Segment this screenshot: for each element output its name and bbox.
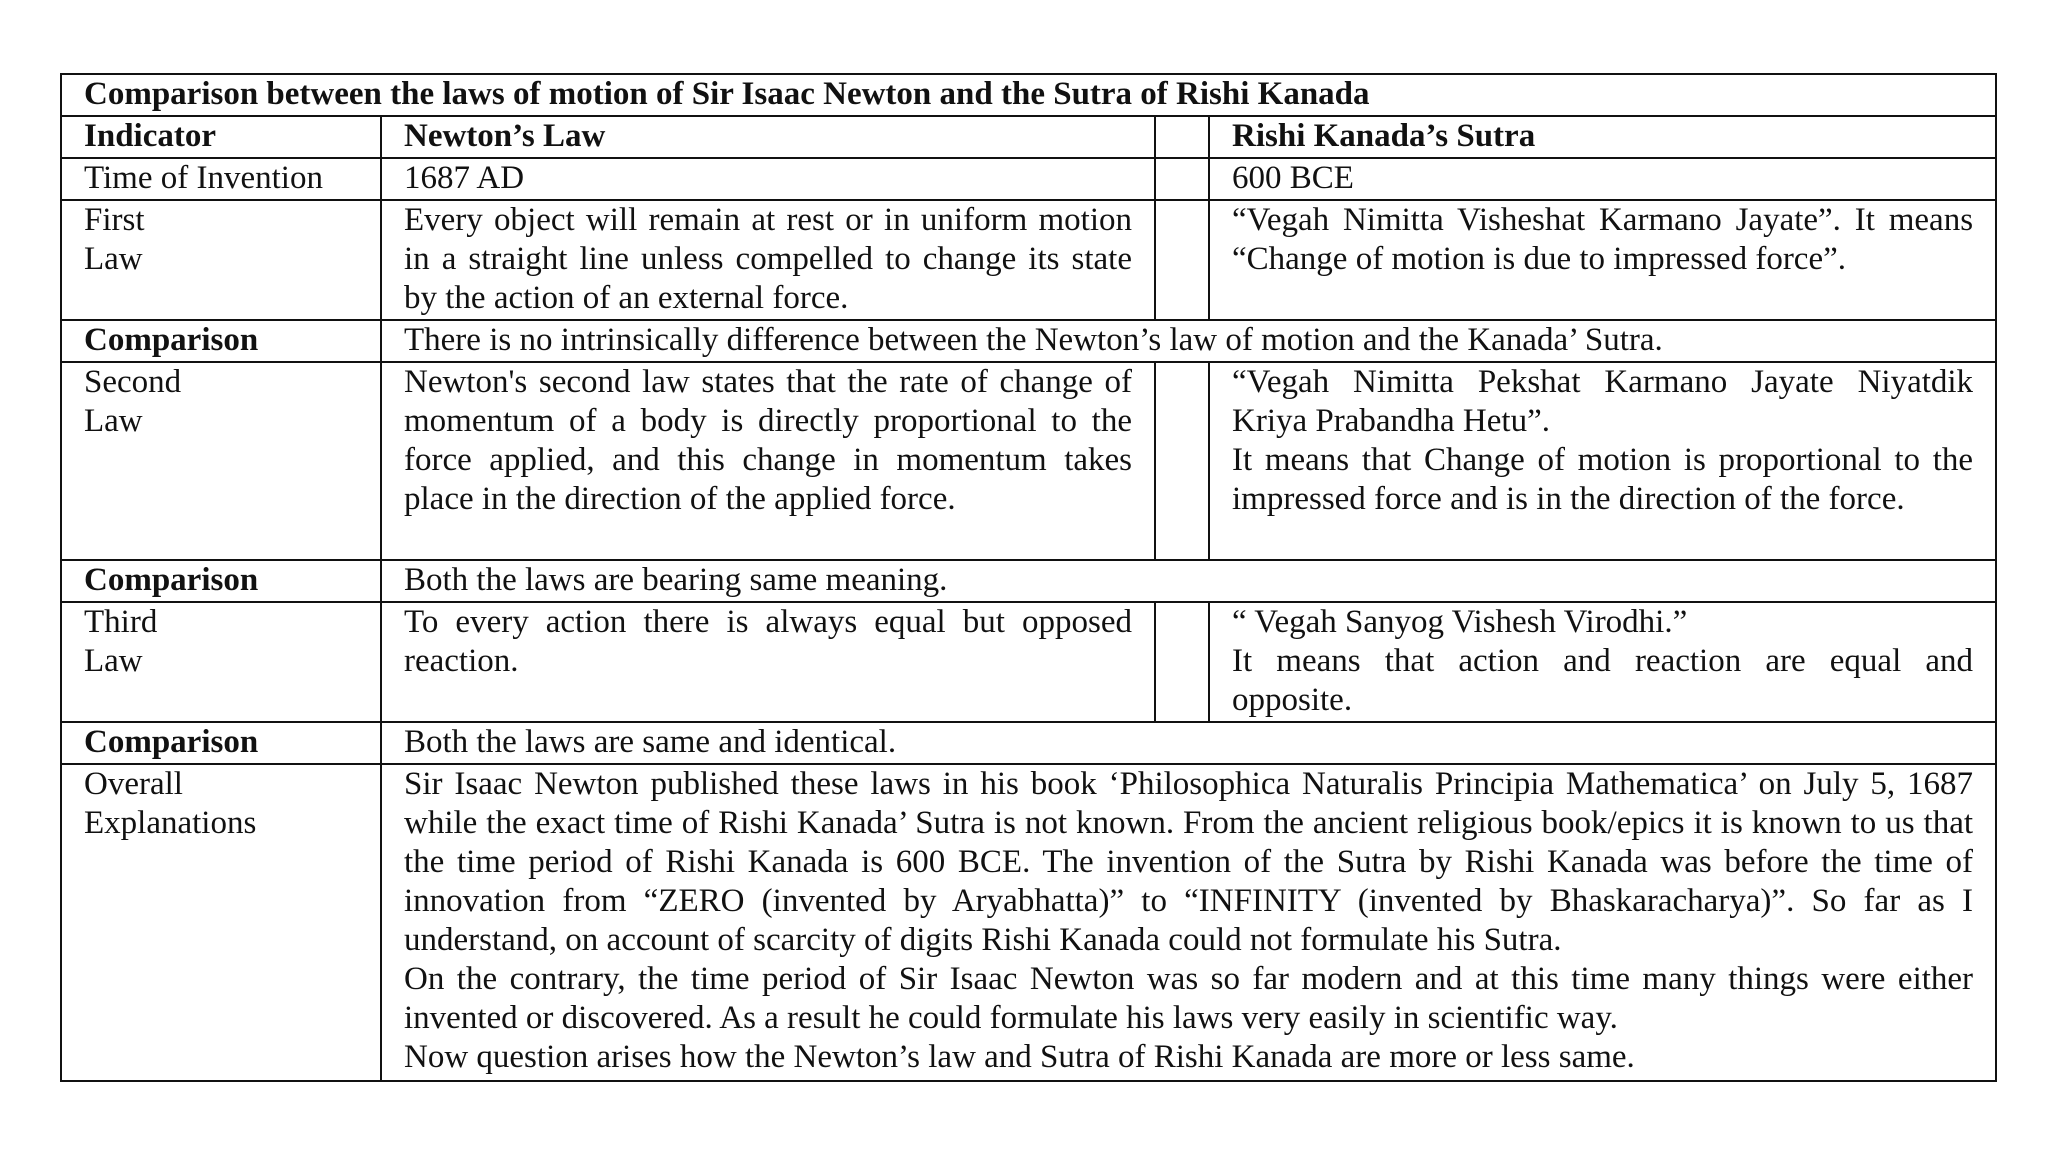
comparison-text: Both the laws are bearing same meaning. xyxy=(381,560,1996,602)
overall-paragraph: On the contrary, the time period of Sir Isaac Newton was so far modern and at this time many things were either invented or discovered. As a result he could formulate his laws very easily in scientific way. xyxy=(404,961,1974,1036)
comparison-row-1 xyxy=(61,320,1996,362)
header-indicator: Indicator xyxy=(61,116,381,158)
overall-paragraph: Sir Isaac Newton published these laws in his book ‘Philosophica Naturalis Principia Mathematica’ on July 5, 1687 while the exact time of Rishi Kanada’ Sutra is not known. From the ancient religious book/epics it is known to us that the time period of Rishi Kanada is 600 BCE. The invention of the Sutra by Rishi Kanada was before the time of innovation from “ZERO (invented by Aryabhatta)” to “INFINITY (invented by Bhaskaracharya)”. So far as I understand, on account of scarcity of digits Rishi Kanada could not formulate his Sutra. xyxy=(404,766,1974,958)
first-law-row xyxy=(61,200,1996,320)
header-newton-law: Newton’s Law xyxy=(381,116,1155,158)
divider-cell xyxy=(1155,362,1209,560)
comparison-row-3 xyxy=(61,722,1996,764)
third-law-row xyxy=(61,602,1996,722)
time-of-invention-row xyxy=(61,158,1996,200)
third-law-kanada-sutra: “ Vegah Sanyog Vishesh Virodhi.” xyxy=(1232,604,1688,640)
comparison-text: There is no intrinsically difference between the Newton’s law of motion and the Kanada’ Sutra. xyxy=(381,320,1996,362)
comparison-label: Comparison xyxy=(61,560,381,602)
divider-cell xyxy=(1155,158,1209,200)
header-kanada-sutra: Rishi Kanada’s Sutra xyxy=(1209,116,1996,158)
header-row xyxy=(61,116,1996,158)
second-law-kanada xyxy=(1209,362,1996,560)
third-law-kanada xyxy=(1209,602,1996,722)
first-law-label: First Law xyxy=(61,200,381,320)
table-title-row xyxy=(61,74,1996,116)
comparison-row-2 xyxy=(61,560,1996,602)
second-law-label: Second Law xyxy=(61,362,381,560)
overall-paragraph: Now question arises how the Newton’s law and Sutra of Rishi Kanada are more or less same. xyxy=(404,1039,1635,1075)
second-law-kanada-sutra: “Vegah Nimitta Pekshat Karmano Jayate Niyatdik Kriya Prabandha Hetu”. xyxy=(1232,364,1974,439)
overall-text xyxy=(381,764,1996,1081)
third-law-newton: To every action there is always equal but opposed reaction. xyxy=(381,602,1155,722)
divider-cell xyxy=(1155,602,1209,722)
first-law-kanada: “Vegah Nimitta Visheshat Karmano Jayate”. It means “Change of motion is due to impressed force”. xyxy=(1209,200,1996,320)
divider-cell xyxy=(1155,116,1209,158)
comparison-table xyxy=(60,73,1997,1082)
overall-explanations-row xyxy=(61,764,1996,1081)
table-title: Comparison between the laws of motion of Sir Isaac Newton and the Sutra of Rishi Kanada xyxy=(61,74,1996,116)
overall-label: Overall Explanations xyxy=(61,764,381,1081)
second-law-row xyxy=(61,362,1996,560)
first-law-newton: Every object will remain at rest or in uniform motion in a straight line unless compelled to change its state by the action of an external force. xyxy=(381,200,1155,320)
third-law-label: Third Law xyxy=(61,602,381,722)
time-kanada: 600 BCE xyxy=(1209,158,1996,200)
time-label: Time of Invention xyxy=(61,158,381,200)
third-law-kanada-meaning: It means that action and reaction are equal and opposite. xyxy=(1232,643,1974,718)
comparison-label: Comparison xyxy=(61,320,381,362)
second-law-newton: Newton's second law states that the rate of change of momentum of a body is directly proportional to the force applied, and this change in momentum takes place in the direction of the applied force. xyxy=(381,362,1155,560)
time-newton: 1687 AD xyxy=(381,158,1155,200)
comparison-text: Both the laws are same and identical. xyxy=(381,722,1996,764)
second-law-kanada-meaning: It means that Change of motion is proportional to the impressed force and is in the direction of the force. xyxy=(1232,442,1974,517)
divider-cell xyxy=(1155,200,1209,320)
comparison-label: Comparison xyxy=(61,722,381,764)
